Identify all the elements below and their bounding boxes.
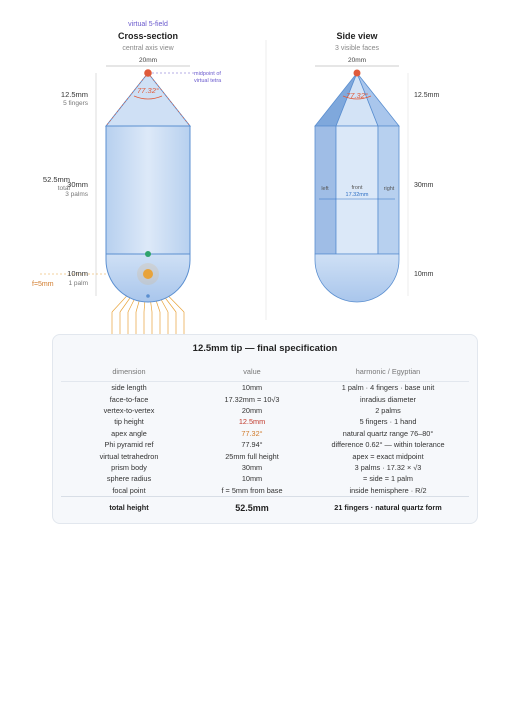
cell-harmonic: inside hemisphere · R/2: [349, 485, 427, 495]
apex-note-line2: virtual tetra: [194, 78, 222, 84]
cell-harmonic: 2 palms: [375, 405, 401, 415]
spec-header-row: [61, 361, 469, 382]
cell-value: 10mm: [241, 474, 263, 484]
base-palm-label: 1 palm: [68, 280, 88, 287]
cell-dimension: apex angle: [111, 428, 147, 438]
table-row: [61, 473, 469, 484]
total-word-label: total: [57, 185, 70, 192]
table-row: [61, 416, 469, 427]
table-row: [61, 462, 469, 473]
table-row: [61, 439, 469, 450]
side-body-mm: 30mm: [414, 182, 434, 189]
hemisphere-center: [146, 294, 150, 298]
focal-length-label: f=5mm: [32, 281, 54, 288]
body-palms-label: 3 palms: [65, 191, 88, 198]
cell-dimension: sphere radius: [106, 474, 152, 484]
cell-value: 20mm: [241, 405, 263, 415]
cell-harmonic: 5 fingers · 1 hand: [359, 417, 417, 427]
cross-width-label: 20mm: [138, 57, 158, 64]
base-mm-label: 10mm: [67, 269, 88, 278]
crystal-diagram: [0, 0, 529, 340]
cross-section-subtitle: central axis view: [122, 45, 174, 52]
cell-dimension: face-to-face: [109, 394, 149, 404]
side-width-label: 20mm: [347, 57, 367, 64]
cell-value: f = 5mm from base: [221, 485, 283, 495]
cell-harmonic: 3 palms · 17.32 × √3: [354, 462, 422, 472]
cell-value: 12.5mm: [238, 417, 266, 427]
cross-tip: [106, 73, 190, 126]
header-value: value: [197, 361, 307, 382]
side-angle-label: 77.32°: [346, 91, 368, 100]
total-value: 52.5mm: [197, 496, 307, 519]
cell-dimension: prism body: [111, 462, 147, 472]
front-width-label: 17.32mm: [345, 192, 369, 198]
cell-harmonic: difference 0.62° — within tolerance: [331, 440, 445, 450]
tip-fingers-label: 5 fingers: [63, 100, 88, 107]
apex-point: [144, 69, 152, 77]
cell-dimension: Phi pyramid ref: [104, 440, 154, 450]
total-dimension: total height: [61, 496, 197, 519]
face-left-label: left: [321, 186, 329, 192]
cell-harmonic: 1 palm · 4 fingers · base unit: [341, 383, 435, 393]
junction-point: [145, 251, 151, 257]
cell-value: 17.32mm = 10√3: [224, 394, 280, 404]
table-row: [61, 428, 469, 439]
cell-dimension: tip height: [114, 417, 144, 427]
cell-value: 77.94°: [241, 440, 263, 450]
cell-harmonic: = side = 1 palm: [363, 474, 413, 484]
face-front-label: front: [351, 185, 363, 191]
total-harmonic: 21 fingers · natural quartz form: [307, 496, 469, 519]
focal-point: [143, 269, 153, 279]
side-tip-mm: 12.5mm: [414, 92, 440, 99]
spec-table: [61, 361, 469, 519]
table-row: [61, 485, 469, 497]
total-mm-label: 52.5mm: [42, 175, 70, 184]
table-row: [61, 405, 469, 416]
side-base-mm: 10mm: [414, 271, 434, 278]
cell-dimension: vertex-to-vertex: [103, 405, 155, 415]
cell-harmonic: natural quartz range 76–80°: [342, 428, 434, 438]
cell-dimension: side length: [111, 383, 147, 393]
header-harmonic: harmonic / Egyptian: [307, 361, 469, 382]
table-row: [61, 382, 469, 394]
header-dimension: dimension: [61, 361, 197, 382]
cell-harmonic: inradius diameter: [360, 394, 416, 404]
table-row: [61, 393, 469, 404]
side-apex-point: [354, 70, 361, 77]
cross-angle-label: 77.32°: [137, 86, 159, 95]
side-hemisphere: [315, 254, 399, 302]
cell-value: 25mm full height: [225, 451, 279, 461]
cross-prism: [106, 126, 190, 254]
face-right-label: right: [383, 186, 395, 192]
cell-value: 10mm: [241, 383, 263, 393]
virtual-field-label: virtual 5-field: [128, 21, 168, 28]
cell-dimension: virtual tetrahedron: [99, 451, 159, 461]
cell-harmonic: apex = exact midpoint: [352, 451, 424, 461]
cell-dimension: focal point: [112, 485, 146, 495]
spec-card: [52, 334, 478, 524]
table-row: [61, 450, 469, 461]
side-view-title: Side view: [336, 31, 378, 41]
side-view-subtitle: 3 visible faces: [335, 45, 379, 52]
total-row: [61, 496, 469, 519]
cell-value: 77.32°: [241, 428, 263, 438]
tip-mm-label: 12.5mm: [60, 90, 88, 99]
apex-note-line1: midpoint of: [194, 71, 221, 77]
cross-section-title: Cross-section: [117, 31, 179, 41]
body-mm-label: 30mm: [67, 180, 88, 189]
cell-value: 30mm: [241, 462, 263, 472]
spec-title: 12.5mm tip — final specification: [192, 343, 338, 354]
